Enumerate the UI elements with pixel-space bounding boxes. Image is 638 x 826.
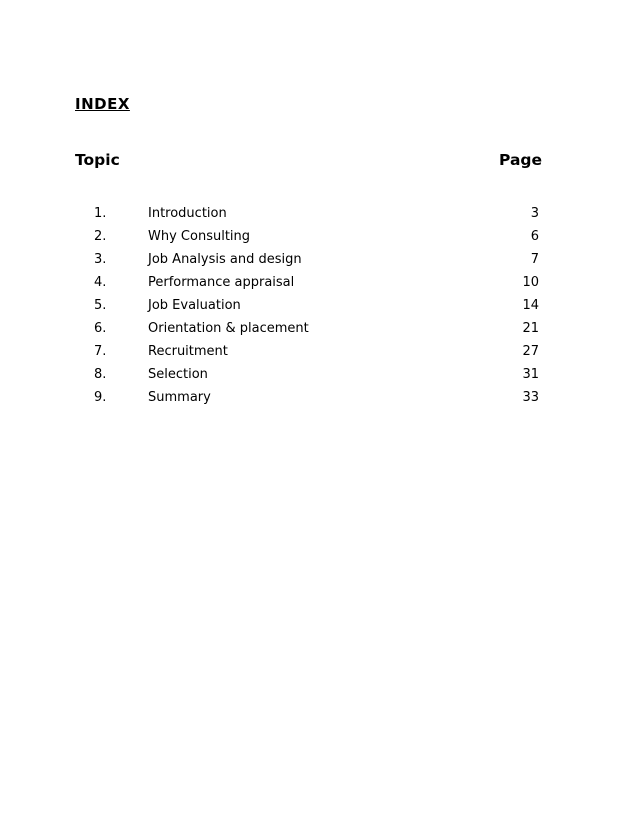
toc-entry-page: 14 <box>522 298 539 313</box>
toc-entry-summary <box>0 390 638 413</box>
toc-entry-page: 10 <box>522 275 539 290</box>
toc-entry-title: Orientation & placement <box>148 321 309 336</box>
topic-column-heading: Topic <box>75 151 120 169</box>
toc-entry-selection <box>0 367 638 390</box>
toc-entry-title: Selection <box>148 367 208 382</box>
toc-entry-page: 27 <box>522 344 539 359</box>
toc-entry-title: Recruitment <box>148 344 228 359</box>
toc-entry-performance-appraisal <box>0 275 638 298</box>
toc-entry-number: 6. <box>94 321 107 336</box>
toc-entry-number: 3. <box>94 252 107 267</box>
toc-entry-page: 33 <box>522 390 539 405</box>
toc-entry-number: 5. <box>94 298 107 313</box>
toc-entry-page: 7 <box>530 252 539 267</box>
toc-entry-job-analysis <box>0 252 638 275</box>
toc-entry-page: 21 <box>522 321 539 336</box>
toc-entry-number: 9. <box>94 390 107 405</box>
toc-entry-number: 7. <box>94 344 107 359</box>
toc-entry-title: Why Consulting <box>148 229 251 244</box>
toc-entry-why-consulting <box>0 229 638 252</box>
index-title: INDEX <box>75 95 130 113</box>
toc-entry-job-evaluation <box>0 298 638 321</box>
page-column-heading: Page <box>499 151 543 169</box>
toc-entry-title: Summary <box>148 390 211 405</box>
toc-entry-page: 31 <box>522 367 539 382</box>
toc-entry-number: 2. <box>94 229 107 244</box>
table-of-contents <box>0 206 638 413</box>
toc-entry-page: 3 <box>530 206 539 221</box>
toc-entry-orientation-placement <box>0 321 638 344</box>
toc-entry-number: 4. <box>94 275 107 290</box>
toc-entry-number: 1. <box>94 206 107 221</box>
toc-entry-introduction <box>0 206 638 229</box>
toc-entry-recruitment <box>0 344 638 367</box>
toc-entry-number: 8. <box>94 367 107 382</box>
toc-entry-title: Performance appraisal <box>148 275 295 290</box>
toc-entry-page: 6 <box>530 229 539 244</box>
toc-entry-title: Job Evaluation <box>148 298 241 313</box>
toc-entry-title: Introduction <box>148 206 227 221</box>
toc-entry-title: Job Analysis and design <box>148 252 302 267</box>
